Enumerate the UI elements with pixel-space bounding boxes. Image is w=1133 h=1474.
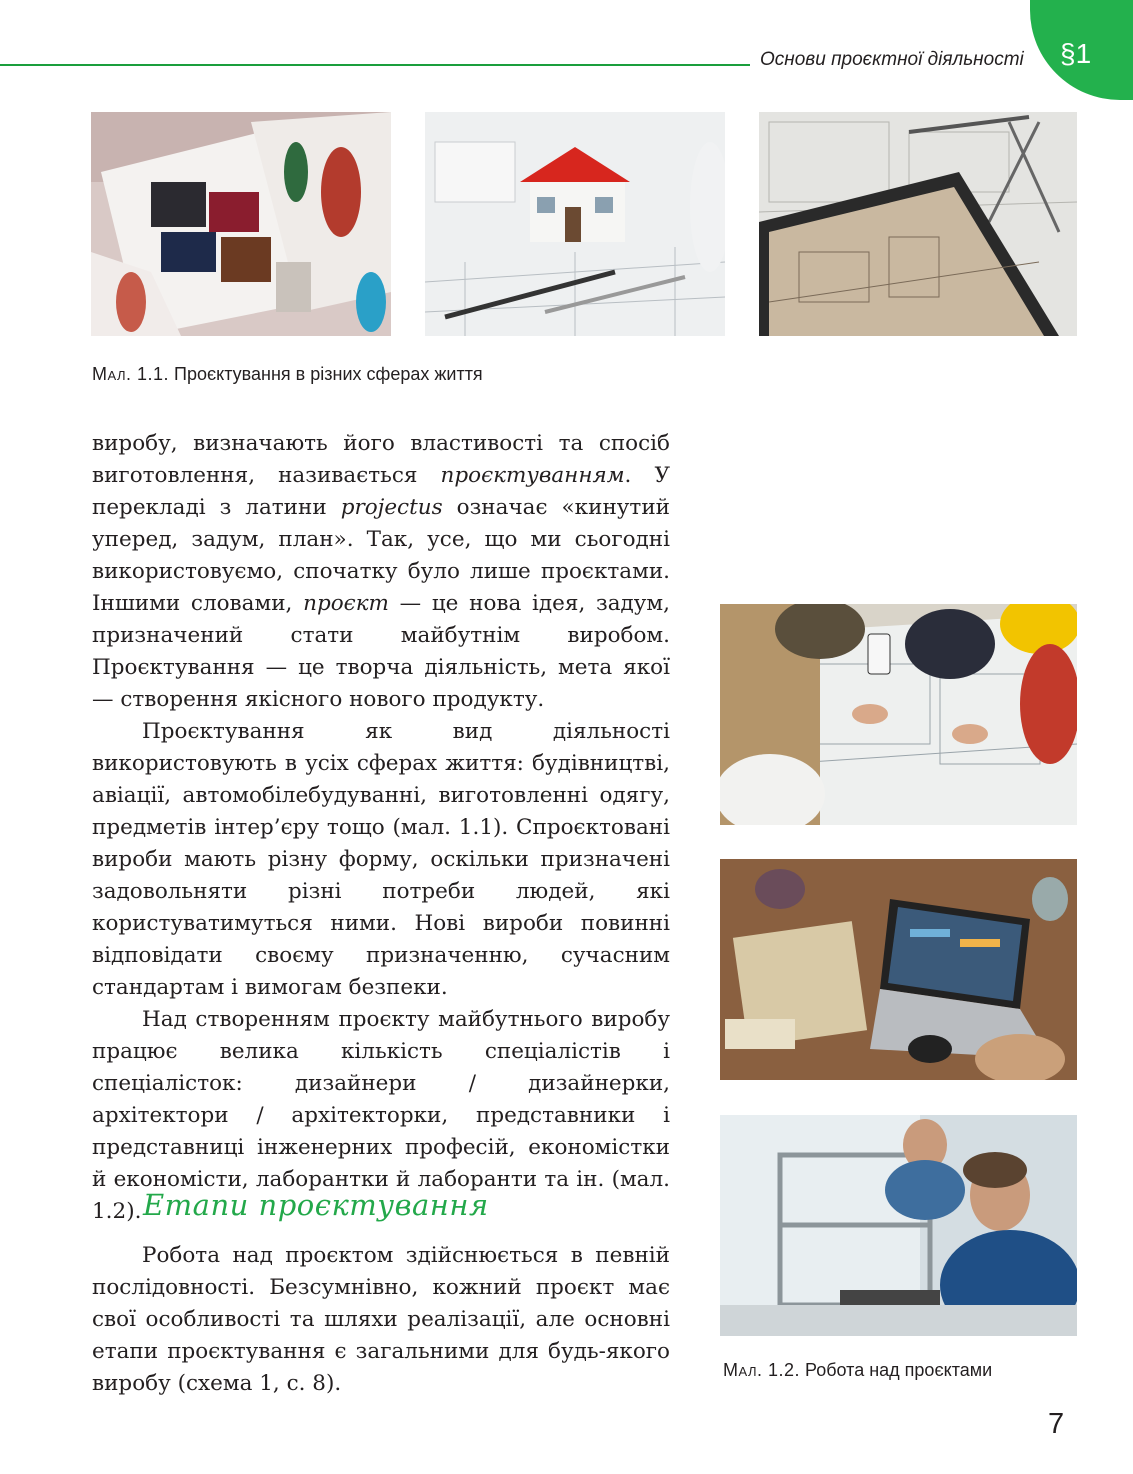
paragraph-1-part-3: означає «кинутий уперед, задум, план». Так, усе, що ми сьогодні використовуємо, спочатку було лише проєктами. Іншими словами,: [92, 495, 670, 616]
team-blueprint-photo: [720, 604, 1077, 825]
figure-1-caption-text: Проєктування в різних сферах життя: [169, 364, 483, 384]
section-number: §1: [1060, 38, 1092, 69]
figure-2-caption-text: Робота над проєктами: [800, 1360, 993, 1380]
paragraph-2: Проєктування як вид діяльності використовують в усіх сферах життя: будівництві, авіації, автомобілебудуванні, виготовленні одягу, предметів інтер’єру тощо (мал. 1.1). Спроєктовані вироби мають різну форму, оскільки призначені задовольняти різні потреби людей, які користуватимуться ними. Нові вироби повинні відповідати своєму призначенню, сучасним стандартам і вимогам безпеки.: [92, 719, 670, 1000]
paragraph-1-part-4: — це нова ідея, задум, призначений стати майбутнім виробом. Проєктування — це творча діяльність, мета якої — створення якісного нового продукту.: [92, 591, 670, 712]
engineers-3d-printer-photo: [720, 1115, 1077, 1336]
term-proekt: проєкт: [303, 591, 389, 616]
fashion-sketches-photo: [91, 112, 391, 336]
house-model-blueprint-photo: [425, 112, 725, 336]
figure-2-caption: [723, 1360, 992, 1381]
section-heading: Етапи проєктування: [143, 1188, 489, 1222]
term-projectus: projectus: [340, 495, 443, 520]
figure-1-caption-lead: Мал. 1.1.: [92, 364, 170, 384]
running-head: Основи проєктної діяльності: [760, 49, 1024, 70]
figure-2-caption-lead: Мал. 1.2.: [723, 1360, 801, 1380]
paragraph-1-part-2: . У перекладі з латини: [92, 463, 670, 520]
page-number: 7: [1048, 1408, 1065, 1440]
body-text-block-1: [92, 428, 670, 1228]
paragraph-4: Робота над проєктом здійснюється в певній послідовності. Безсумнівно, кожний проєкт має свої особливості та шляхи реалізації, але основні етапи проєктування є загальними для будь-якого виробу (схема 1, с. 8).: [92, 1243, 670, 1396]
paragraph-1: [92, 428, 670, 716]
body-text-block-2: [92, 1240, 670, 1400]
paragraph-1-part-1: виробу, визначають його властивості та спосіб виготовлення, називається: [92, 431, 670, 488]
term-proektuvannia: проєктуванням: [440, 463, 625, 488]
paragraph-3: Над створенням проєкту майбутнього виробу працює велика кількість спеціалістів і спеціалісток: дизайнери / дизайнерки, архітектори / архітекторки, представники і представниці інженерних професій, економістки й економісти, лаборантки й лаборанти та ін. (мал. 1.2).: [92, 1007, 670, 1224]
figure-1-caption: [92, 364, 483, 385]
tablet-blueprint-photo: [759, 112, 1077, 336]
header-rule: [0, 64, 750, 66]
laptop-desk-photo: [720, 859, 1077, 1080]
